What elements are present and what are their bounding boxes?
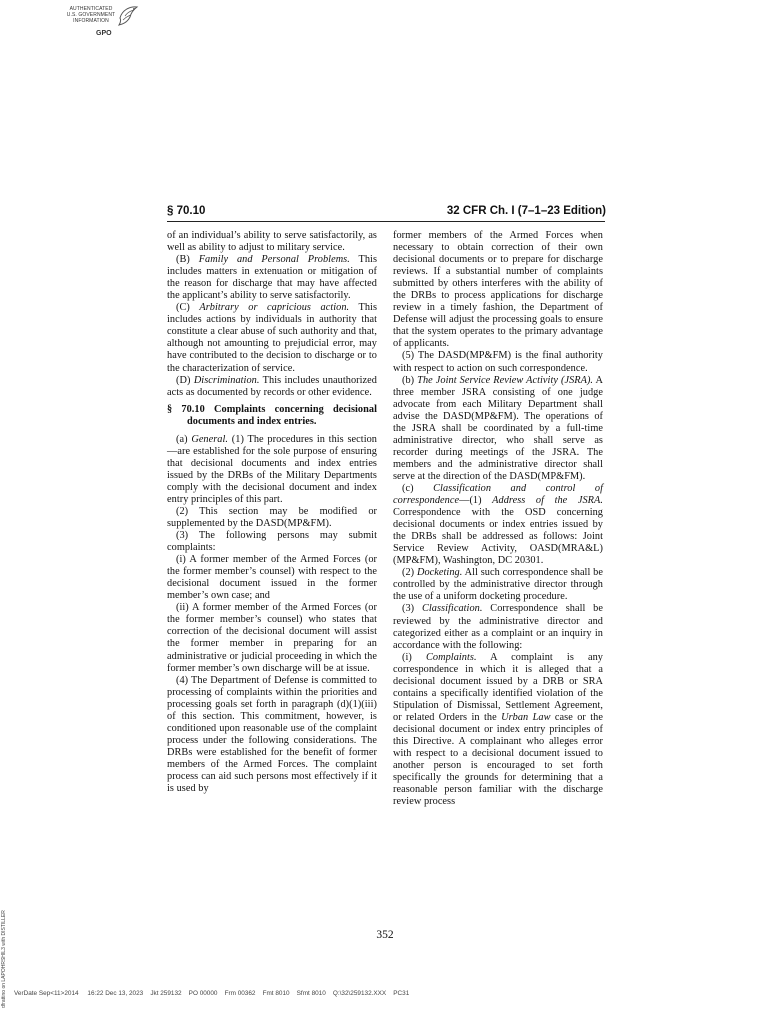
- running-header: 32 CFR Ch. I (7–1–23 Edition): [446, 205, 606, 217]
- paragraph: [167, 530, 377, 554]
- logo-line-2: U.S. GOVERNMENT: [66, 12, 116, 18]
- text-run: (D): [176, 374, 194, 386]
- paragraph: [167, 506, 377, 530]
- text-run: former members of the Armed Forces when necessary to obtain correction of their own decisional documents or to prepare for discharge reviews. If a substantial number of complaints submitted by others interferes with the ability of the DRBs to process applications for discharge review in a timely fashion, the Department of Defense will adjust the processing goals to ensure that the system operates to the primary advantage of applicants.: [393, 230, 603, 350]
- text-run: This includes matters in extenuation or mitigation of the reason for discharge that may have affected the applicant’s ability to serve satisfactorily.: [167, 254, 378, 302]
- text-run: (2): [402, 567, 417, 579]
- text-run: (3) The following persons may submit complaints:: [167, 530, 377, 554]
- section-header: § 70.10: [167, 205, 206, 217]
- text-run: (4) The Department of Defense is committed to processing of complaints within the priorities and processing goals set forth in paragraph (d)(1)(iii) of this section. This commitment, however, is conditioned upon reasonable use of the complaint process under the following considerations. The DRBs were established for the benefit of former members of the Armed Forces. The complaint process can aid such persons most effectively if it is used by: [167, 674, 377, 795]
- italic-run: Classification and control of correspondence: [393, 482, 604, 507]
- italic-run: Docketing.: [416, 567, 463, 579]
- italic-run: The Joint Service Review Activity (JSRA).: [417, 374, 594, 386]
- text-run: (a): [176, 433, 192, 445]
- text-run: (C): [176, 302, 200, 314]
- text-run: (3): [402, 603, 422, 615]
- text-run: A three member JSRA consisting of one judge advocate from each Military Department shall advise the DASD(MP&FM). The operations of the JSRA shall be coordinated by a full-time administrative director, who shall serve as recorder during meetings of the JSRA. The members and the administrative director shall serve at the direction of the DASD(MP&FM).: [393, 374, 603, 482]
- text-run: This includes unauthorized acts as documented by records or other evidence.: [167, 374, 377, 398]
- paragraph: [393, 603, 603, 651]
- header-rule: [167, 221, 605, 222]
- text-run: A complaint is any correspondence in which it is alleged that a decisional document issued by a DRB or SRA contains a specifically identified violation of the Stipulation of Dismissal, Settlement Agreement, or related Orders in the: [393, 651, 603, 723]
- logo-gpo-mark: GPO: [96, 30, 112, 37]
- italic-run: Classification.: [421, 603, 483, 615]
- paragraph: [167, 602, 377, 674]
- text-run: (5) The DASD(MP&FM) is the final authority with respect to action on such correspondence.: [393, 350, 603, 374]
- text-run: (2) This section may be modified or supplemented by the DASD(MP&FM).: [167, 505, 377, 529]
- paragraph: [393, 375, 603, 483]
- italic-run: Urban Law: [501, 711, 551, 723]
- section-heading: § 70.10 Complaints concerning decisional documents and index entries.: [167, 403, 377, 427]
- logo-line-3: INFORMATION: [73, 18, 109, 24]
- logo-line-1: AUTHENTICATED: [69, 6, 113, 12]
- text-run: (1) The procedures in this section—are established for the sole purpose of ensuring that decisional documents and index entries issued by the DRBs of the Military Departments comply with the decisional document and index entry principles of this part.: [167, 433, 378, 505]
- text-run: (ii) A former member of the Armed Forces (or the former member’s counsel) who states that correction of the decisional document will assist the former member in preparing for an administrative or judicial proceeding in which the former member’s own discharge will be at issue.: [167, 602, 377, 674]
- paragraph: [167, 675, 377, 795]
- paragraph: [167, 554, 377, 602]
- gpo-authentication-logo: [56, 6, 140, 40]
- text-run: of an individual’s ability to serve satisfactorily, as well as ability to adjust to military service.: [167, 230, 377, 254]
- paragraph: [393, 483, 603, 567]
- paragraph: [393, 652, 603, 809]
- text-run: Correspondence shall be reviewed by the administrative director and categorized either as a complaint or an inquiry in accordance with the following:: [393, 603, 603, 651]
- side-margin-note: dfrattino on LAPOHRSHIL3 with DISTILLER: [1, 910, 7, 1008]
- italic-run: General.: [191, 433, 229, 445]
- paragraph: [167, 254, 377, 302]
- text-run: (c): [402, 482, 434, 494]
- text-run: (b): [402, 374, 418, 386]
- text-run: case or the decisional document or index entry principles of this Directive. A complainant who alleges error with respect to a decisional document issued to another person is encouraged to set forth specifically the grounds for determining that a reasonable person familiar with the discharge review process: [393, 711, 603, 808]
- production-footer: VerDate Sep<11>2014 16:22 Dec 13, 2023 Jkt 259132 PO 00000 Frm 00362 Fmt 8010 Sfmt 8010 Q:\32\259132.XXX PC31: [14, 990, 410, 997]
- paragraph: [167, 434, 377, 506]
- page-number: 352: [376, 929, 394, 941]
- right-column: [393, 230, 603, 808]
- paragraph: [167, 375, 377, 399]
- italic-run: Complaints.: [425, 651, 477, 663]
- eagle-seal-icon: [116, 4, 140, 30]
- paragraph: [393, 567, 603, 603]
- paragraph: [393, 350, 603, 374]
- text-run: All such correspondence shall be controlled by the administrative director through the use of a uniform docketing procedure.: [393, 567, 604, 603]
- paragraph: [167, 302, 377, 374]
- left-column: [167, 230, 377, 795]
- italic-run: Discrimination.: [193, 374, 260, 386]
- paragraph: [167, 230, 377, 254]
- text-run: (i): [402, 651, 426, 663]
- paragraph: [393, 230, 603, 350]
- italic-run: Address of the JSRA.: [492, 495, 603, 507]
- text-run: —(1): [459, 495, 493, 507]
- text-run: (i) A former member of the Armed Forces (or the former member’s counsel) with respect to the decisional document issued in the former member’s own case; and: [167, 554, 377, 602]
- italic-run: Arbitrary or capricious action.: [199, 302, 350, 314]
- text-run: This includes actions by individuals in authority that constitute a clear abuse of such authority and that, although not amounting to prejudicial error, may have contributed to the decision to discharge or to the characterization of service.: [167, 302, 378, 374]
- text-run: Correspondence with the OSD concerning decisional documents or index entries issued by the DRBs shall be addressed as follows: Joint Service Review Activity, OASD(MRA&L) (MP&FM), Washington, DC 20301.: [393, 507, 603, 567]
- text-run: (B): [176, 254, 199, 266]
- italic-run: Family and Personal Problems.: [198, 254, 350, 266]
